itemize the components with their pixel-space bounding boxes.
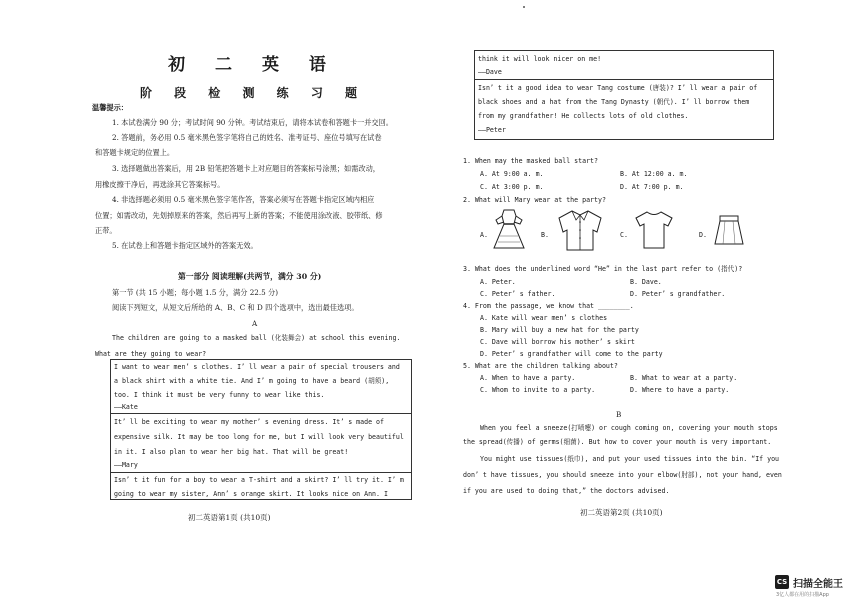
option: A. At 9:00 a. m.	[480, 170, 544, 178]
peter-line: Isn’ t it a good idea to wear Tang costume (唐装)? I’ ll wear a pair of	[478, 84, 758, 92]
instruction: 阅读下列短文，从短文后所给的 A、B、C 和 D 四个选项中，选出最佳选项。	[112, 303, 359, 312]
option: C. Peter’ s father.	[480, 290, 556, 298]
option: B.	[541, 231, 549, 239]
passage-b-line: You might use tissues(纸巾), and put your used tissues into the bin. “If you	[480, 455, 780, 463]
notice-item: 2. 答题前，务必用 0.5 毫米黑色签字笔将自己的姓名、准考证号、座位号填写在试卷	[112, 133, 382, 142]
kate-line: too. I think it must be very funny to wear like this.	[114, 391, 325, 399]
notice-heading: 温馨提示：	[92, 103, 128, 112]
option: B. At 12:00 a. m.	[620, 170, 688, 178]
option: D.	[699, 231, 707, 239]
option: A. When to have a party.	[480, 374, 576, 382]
page-title: 初 二 英 语	[168, 55, 338, 75]
dave-line: think it will look nicer on me!	[478, 55, 602, 63]
mary-line: in it. I also plan to wear her big hat. That will be great!	[114, 448, 349, 456]
question-2: 2. What will Mary wear at the party?	[463, 196, 606, 204]
scanner-app-name: 扫描全能王	[793, 579, 843, 590]
passage-b-line: if you are used to doing that,” the doctors advised.	[463, 487, 670, 495]
option: C. Dave will borrow his mother’ s skirt	[480, 338, 635, 346]
notice-item: 3. 选择题做出答案后，用 2B 铅笔把答题卡上对应题目的答案标号涂黑；如需改动，	[112, 164, 380, 173]
option: C.	[620, 231, 628, 239]
page-footer-right: 初二英语第2页 (共10页)	[580, 508, 663, 517]
question-5: 5. What are the children talking about?	[463, 362, 618, 370]
passage-b-line: don’ t have tissues, you should sneeze into your elbow(肘部), not your hand, even	[463, 471, 782, 479]
dave-signature: ——Dave	[478, 68, 502, 76]
scan-speck	[523, 6, 525, 8]
option: B. Mary will buy a new hat for the party	[480, 326, 639, 334]
option: B. Dave.	[630, 278, 662, 286]
option: A. Peter.	[480, 278, 516, 286]
notice-item: 1. 本试卷满分 90 分；考试时间 90 分钟。考试结束后，请将本试卷和答题卡一并交回。	[112, 118, 393, 127]
notice-item: 4. 非选择题必须用 0.5 毫米黑色签字笔作答，答案必须写在答题卡指定区域内相应	[112, 195, 375, 204]
kate-line: a black shirt with a white tie. And I’ m going to have a beard (胡须),	[114, 377, 390, 385]
ann-line: going to wear my sister, Ann’ s orange skirt. It looks nice on Ann. I	[114, 490, 388, 498]
question-1: 1. When may the masked ball start?	[463, 157, 598, 165]
passage-b-line: When you feel a sneeze(打喷嚏) or cough coming on, covering your mouth stops	[480, 424, 778, 432]
kate-signature: ——Kate	[114, 403, 138, 411]
skirt-icon	[711, 212, 747, 248]
passage-label-b: B	[616, 410, 622, 419]
option: C. At 3:00 p. m.	[480, 183, 544, 191]
shirt-icon	[555, 208, 605, 252]
question-3: 3. What does the underlined word “He” in the last part refer to (指代)?	[463, 265, 743, 273]
notice-item: 用橡皮擦干净后，再选涂其它答案标号。	[95, 180, 225, 189]
kate-line: I want to wear men’ s clothes. I’ ll wear a pair of special trousers and	[114, 363, 400, 371]
mary-line: It’ ll be exciting to wear my mother’ s evening dress. It’ s made of	[114, 418, 384, 426]
passage-label-a: A	[252, 319, 258, 328]
divider	[474, 79, 774, 80]
option: D. At 7:00 p. m.	[620, 183, 684, 191]
notice-item: 正带。	[95, 226, 117, 235]
option: A.	[480, 231, 488, 239]
part-heading: 第一部分 阅读理解(共两节，满分 30 分)	[178, 272, 322, 281]
notice-item: 和答题卡规定的位置上。	[95, 148, 175, 157]
dress-icon	[492, 208, 526, 252]
ann-line: Isn’ t it fun for a boy to wear a T-shirt and a skirt? I’ ll try it. I’ m	[114, 476, 404, 484]
option: D. Peter’ s grandfather.	[630, 290, 726, 298]
notice-item: 位置；如需改动，先划掉原来的答案，然后再写上新的答案；不能使用涂改液、胶带纸、修	[95, 211, 383, 220]
mary-line: expensive silk. It may be too long for me, but I will look very beautiful	[114, 433, 404, 441]
page-footer-left: 初二英语第1页 (共10页)	[188, 513, 271, 522]
peter-line: black shoes and a hat from the Tang Dynasty (朝代). I’ ll borrow them	[478, 98, 750, 106]
peter-signature: ——Peter	[478, 126, 506, 134]
divider	[110, 413, 412, 414]
notice-item: 5. 在试卷上和答题卡指定区域外的答案无效。	[112, 241, 258, 250]
scanner-tagline: 3亿人都在用的扫描App	[776, 592, 829, 598]
option: C. Whom to invite to a party.	[480, 386, 596, 394]
section-heading: 第一节 (共 15 小题；每小题 1.5 分，满分 22.5 分)	[112, 288, 278, 297]
camscanner-logo-icon: CS	[775, 575, 789, 589]
question-4: 4. From the passage, we know that ________.	[463, 302, 634, 310]
tshirt-icon	[632, 208, 676, 252]
page-subtitle: 阶 段 检 测 练 习 题	[139, 86, 367, 100]
peter-line: from my grandfather! He collects lots of old clothes.	[478, 112, 689, 120]
option: A. Kate will wear men’ s clothes	[480, 314, 608, 322]
passage-intro: The children are going to a masked ball (化装舞会) at school this evening.	[112, 334, 401, 342]
option: B. What to wear at a party.	[630, 374, 738, 382]
option: D. Where to have a party.	[630, 386, 730, 394]
divider	[110, 472, 412, 473]
passage-b-line: the spread(传播) of germs(细菌). But how to cover your mouth is very important.	[463, 438, 772, 446]
option: D. Peter’ s grandfather will come to the party	[480, 350, 663, 358]
mary-signature: ——Mary	[114, 461, 138, 469]
passage-intro: What are they going to wear?	[95, 350, 207, 358]
